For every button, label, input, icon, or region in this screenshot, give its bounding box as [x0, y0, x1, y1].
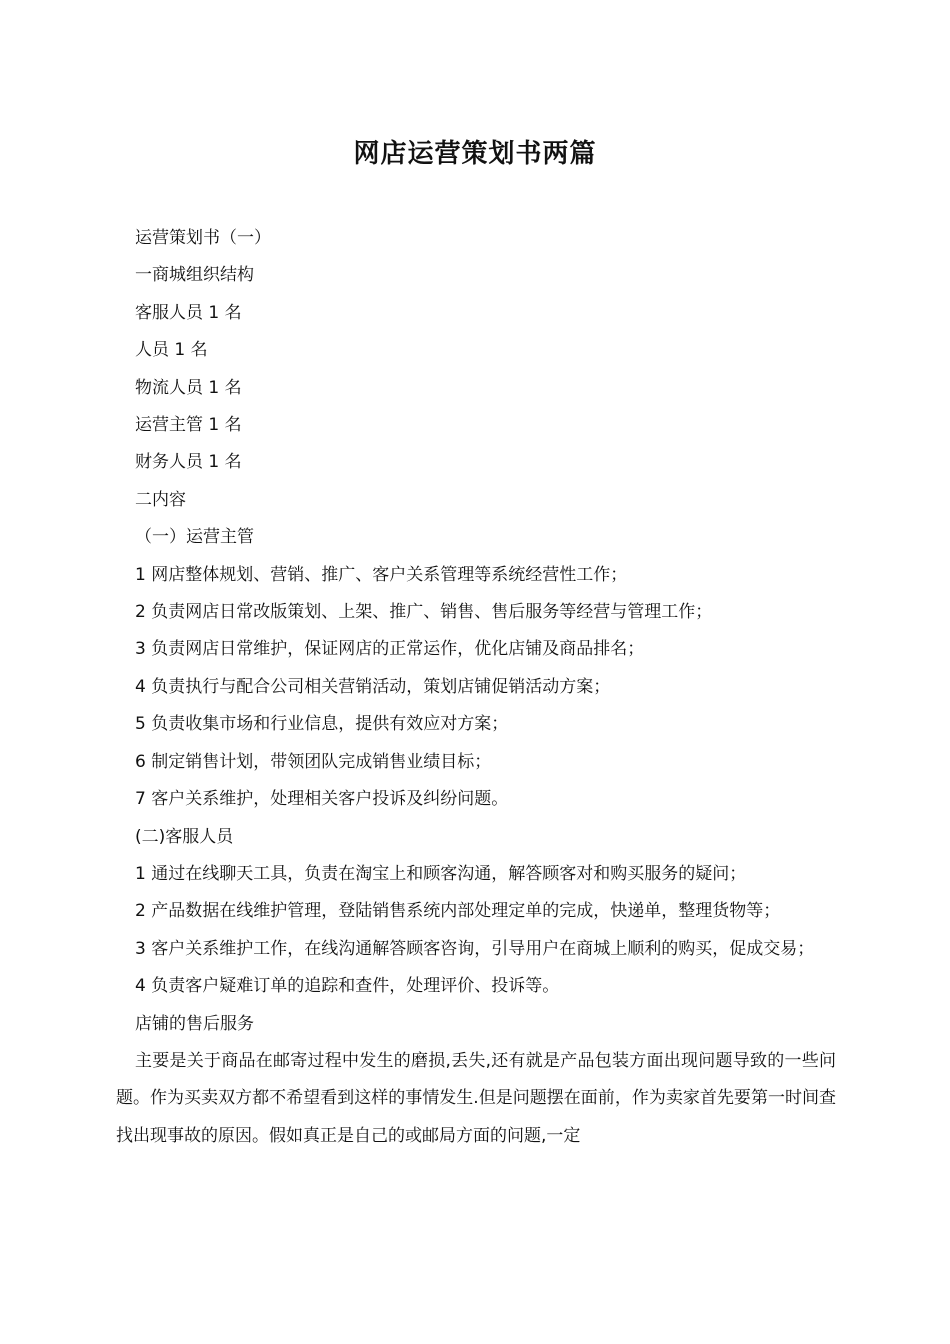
paragraph-heading: 店铺的售后服务	[135, 1013, 254, 1034]
list-item: 4 负责执行与配合公司相关营销活动，策划店铺促销活动方案；	[135, 676, 611, 697]
paragraph-heading: 一商城组织结构	[135, 265, 254, 286]
list-item: 1 通过在线聊天工具，负责在淘宝上和顾客沟通，解答顾客对和购买服务的疑问；	[135, 863, 747, 884]
list-item: 6 制定销售计划，带领团队完成销售业绩目标；	[135, 751, 492, 772]
list-item: 2 负责网店日常改版策划、上架、推广、销售、售后服务等经营与管理工作；	[135, 602, 713, 623]
list-item: 3 客户关系维护工作，在线沟通解答顾客咨询，引导用户在商城上顺利的购买，促成交易；	[135, 938, 815, 959]
paragraph-line: 物流人员 1 名	[135, 377, 242, 398]
list-item: 7 客户关系维护，处理相关客户投诉及纠纷问题。	[135, 789, 509, 810]
paragraph-heading: (二)客服人员	[135, 826, 234, 847]
paragraph-line: 人员 1 名	[135, 340, 208, 361]
document-title: 网店运营策划书两篇	[353, 139, 597, 169]
paragraph-body: 主要是关于商品在邮寄过程中发生的磨损,丢失,还有就是产品包装方面出现问题导致的一些问题。作为买卖双方都不希望看到这样的事情发生.但是问题摆在面前，作为卖家首先要第一时间查找出现事故的原因。假如真正是自己的或邮局方面的问题,一定	[116, 1050, 836, 1146]
list-item: 1 网店整体规划、营销、推广、客户关系管理等系统经营性工作；	[135, 564, 628, 585]
list-item: 3 负责网店日常维护，保证网店的正常运作，优化店铺及商品排名；	[135, 639, 645, 660]
list-item: 2 产品数据在线维护管理，登陆销售系统内部处理定单的完成，快递单，整理货物等；	[135, 901, 781, 922]
paragraph-heading: 二内容	[135, 489, 186, 510]
paragraph-line: 运营主管 1 名	[135, 415, 242, 436]
paragraph-heading: 运营策划书（一）	[135, 228, 271, 248]
list-item: 4 负责客户疑难订单的追踪和查件，处理评价、投诉等。	[135, 976, 560, 997]
paragraph-heading: （一）运营主管	[135, 527, 254, 548]
document-body	[116, 220, 836, 1155]
paragraph-line: 财务人员 1 名	[135, 452, 242, 473]
paragraph-line: 客服人员 1 名	[135, 302, 242, 323]
list-item: 5 负责收集市场和行业信息，提供有效应对方案；	[135, 714, 509, 735]
